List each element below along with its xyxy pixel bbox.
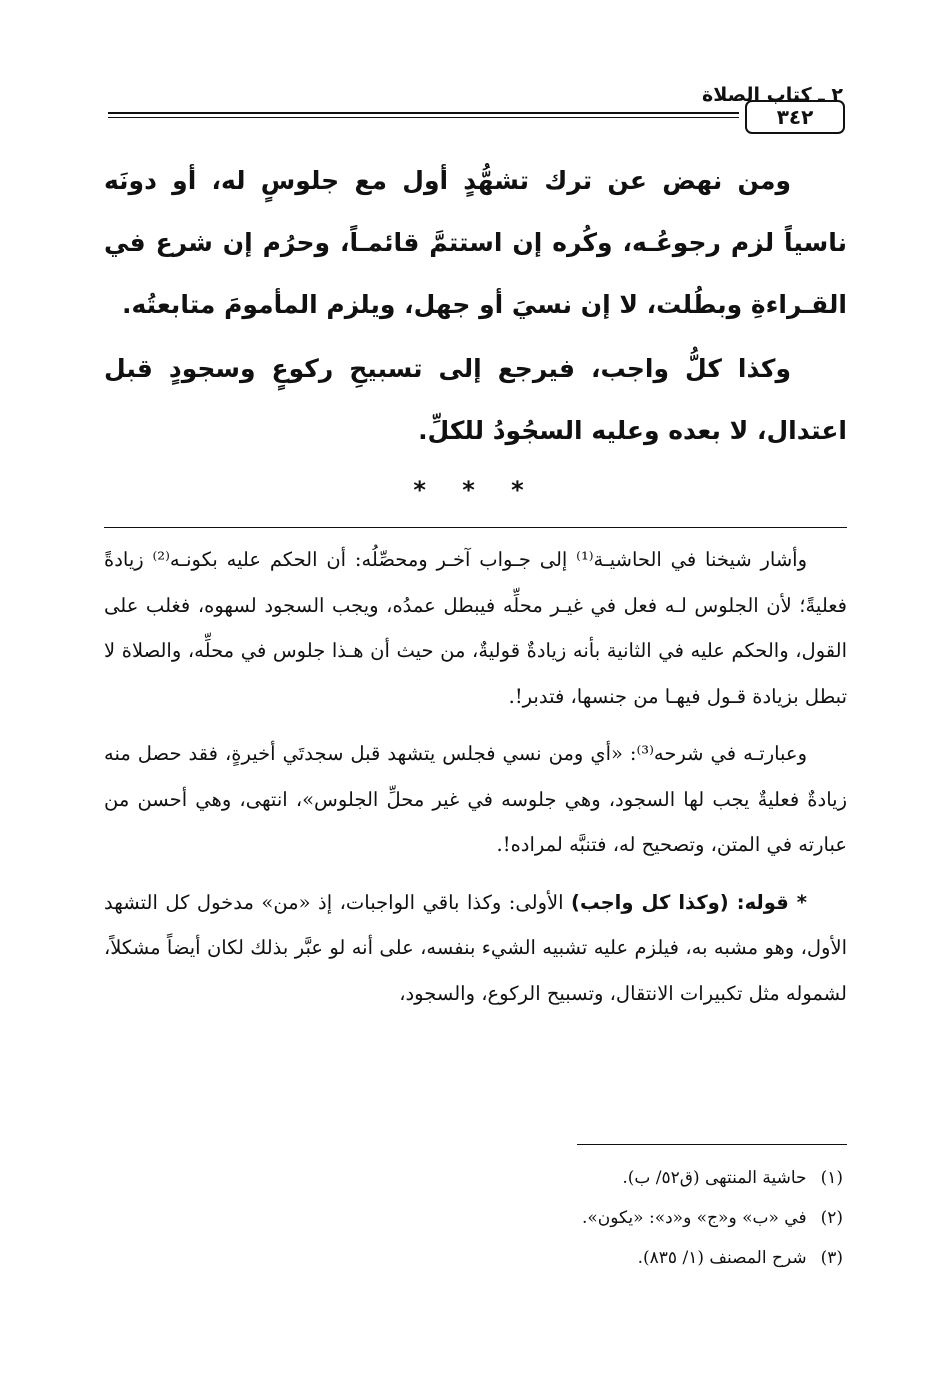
header-rule-thin bbox=[108, 117, 739, 118]
footnote bbox=[582, 1158, 843, 1198]
commentary bbox=[104, 537, 847, 1028]
footnote-text: شرح المصنف (١/ ٨٣٥). bbox=[637, 1248, 807, 1268]
quote-lead: * قوله: (وكذا كل واجب) bbox=[571, 890, 808, 914]
running-title: ٢ ـ كتاب الصلاة bbox=[702, 84, 843, 106]
main-paragraph: ومن نهض عن ترك تشهُّدٍ أول مع جلوسٍ له، أو دونَه ناسياً لزم رجوعُـه، وكُره إن استتمَّ قائمـاً، وحرُم إن شرع في القـراءةِ وبطُلت، لا إن نسيَ أو جهل، ويلزم المأمومَ متابعتُه. bbox=[104, 166, 847, 319]
commentary-paragraph bbox=[104, 880, 847, 1017]
main-paragraph: وكذا كلُّ واجب، فيرجع إلى تسبيحِ ركوعٍ وسجودٍ قبل اعتدال، لا بعده وعليه السجُودُ للكلِّ. bbox=[104, 354, 847, 445]
commentary-paragraph: وأشار شيخنا في الحاشيـة⁽¹⁾ إلى جـواب آخـر ومحصِّلُه: أن الحكم عليه بكونـه⁽²⁾ زيادةً فعليةً؛ لأن الجلوس لـه فعل في غيـر محلِّه فيبطل عمدُه، ويجب السجود لسهوه، فغلب على القول، والحكم عليه في الثانية بأنه زيادةٌ قوليةٌ، من حيث أن هـذا جلوس في محلِّه، والصلاة لا تبطل بزيادة قـول فيهـا من جنسها، فتدبر!. bbox=[104, 548, 847, 708]
footnote-number: (١) bbox=[820, 1168, 843, 1188]
commentary-paragraph: وعبارتـه في شرحه⁽³⁾: «أي ومن نسي فجلس يتشهد قبل سجدتَي أخيرةٍ، فقد حصل منه زيادةٌ فعليةٌ يجب لها السجود، وهي جلوسه في غير محلِّ الجلوس»، انتهى، وهي أحسن من عبارته في المتن، وتصحيح له، فتنبَّه لمراده!. bbox=[104, 742, 847, 856]
footnote bbox=[582, 1238, 843, 1278]
footnote-rule bbox=[577, 1144, 847, 1145]
footnote bbox=[582, 1198, 843, 1238]
header-rule bbox=[108, 112, 739, 114]
footnote-text: في «ب» و«ج» و«د»: «يكون». bbox=[581, 1208, 807, 1228]
section-separator: * * * bbox=[413, 476, 538, 504]
commentary-text: الأولى: وكذا باقي الواجبات، إذ «من» مدخول كل التشهد الأول، وهو مشبه به، فيلزم عليه تشبيه الشيء بنفسه، على أنه لو عبَّر بذلك لكان أيضاً مشكلاً، لشموله مثل تكبيرات الانتقال، وتسبيح الركوع، والسجود، bbox=[104, 890, 847, 1005]
footnote-number: (٣) bbox=[820, 1248, 843, 1268]
commentary-rule bbox=[104, 527, 847, 528]
footnote-number: (٢) bbox=[820, 1208, 843, 1228]
footnote-text: حاشية المنتهى (ق٥٢/ ب). bbox=[622, 1168, 807, 1188]
main-text bbox=[104, 150, 847, 462]
footnotes bbox=[582, 1158, 843, 1278]
page-number: ٣٤٢ bbox=[745, 100, 845, 134]
